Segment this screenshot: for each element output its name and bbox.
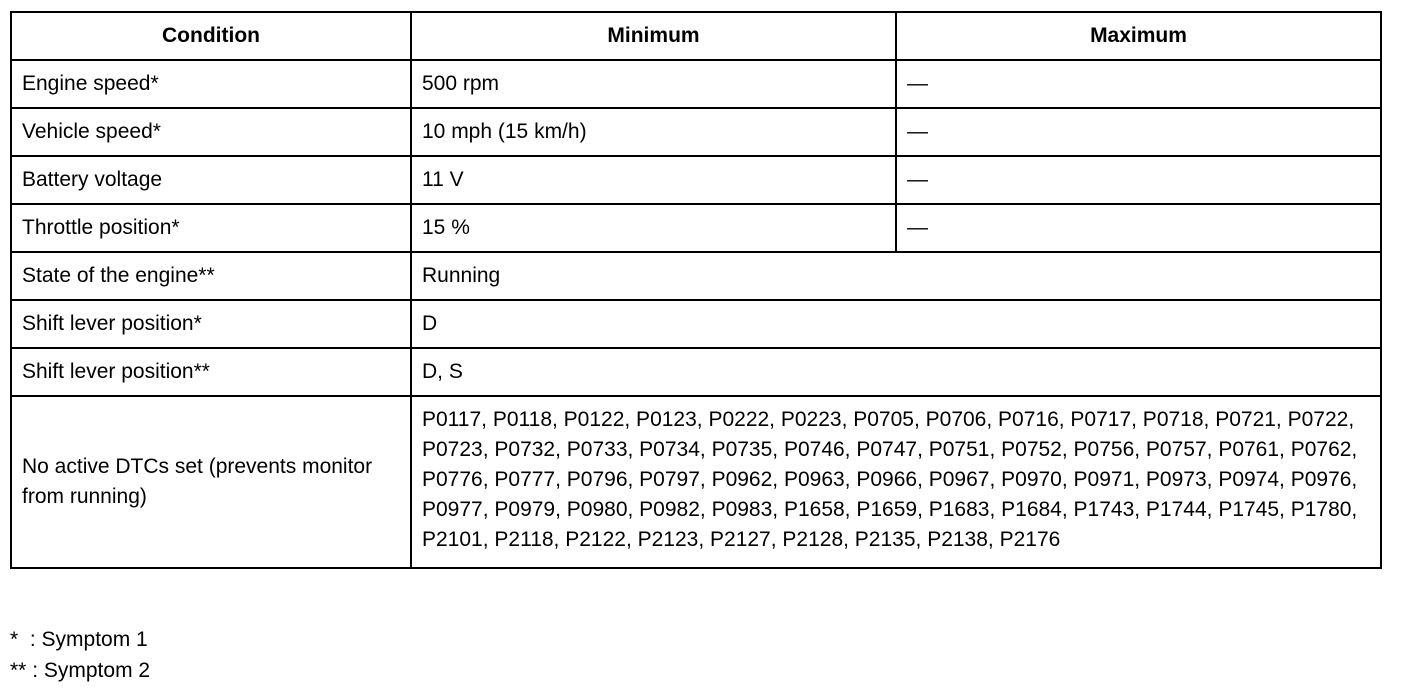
footnote-separator: : (18, 628, 42, 651)
table-row (11, 204, 1381, 252)
minimum-cell: 15 % (411, 204, 896, 252)
footnote-text: Symptom 1 (41, 628, 148, 651)
value-cell: D (411, 300, 1381, 348)
header-maximum: Maximum (896, 12, 1381, 60)
table-row (11, 252, 1381, 300)
condition-cell: Throttle position* (11, 204, 411, 252)
footnote-mark: ** (10, 659, 27, 682)
table-row (11, 156, 1381, 204)
minimum-cell: 500 rpm (411, 60, 896, 108)
condition-cell: Engine speed* (11, 60, 411, 108)
table-row (11, 300, 1381, 348)
maximum-cell: — (896, 108, 1381, 156)
footnote-symptom-1 (10, 624, 150, 655)
footnote-mark: * (10, 628, 19, 651)
footnotes (10, 624, 150, 686)
table-row (11, 108, 1381, 156)
condition-cell: Shift lever position* (11, 300, 411, 348)
footnote-symptom-2 (10, 655, 150, 686)
minimum-cell: 10 mph (15 km/h) (411, 108, 896, 156)
value-cell: D, S (411, 348, 1381, 396)
maximum-cell: — (896, 204, 1381, 252)
condition-cell: No active DTCs set (prevents monitor from running) (11, 396, 411, 568)
minimum-cell: 11 V (411, 156, 896, 204)
header-condition: Condition (11, 12, 411, 60)
table-row (11, 396, 1381, 568)
maximum-cell: — (896, 60, 1381, 108)
footnote-text: Symptom 2 (43, 659, 151, 682)
condition-cell: Battery voltage (11, 156, 411, 204)
table-header-row (11, 12, 1381, 60)
condition-cell: Shift lever position** (11, 348, 411, 396)
header-minimum: Minimum (411, 12, 896, 60)
condition-cell: Vehicle speed* (11, 108, 411, 156)
footnote-separator: : (26, 659, 44, 682)
dtc-list-cell: P0117, P0118, P0122, P0123, P0222, P0223, P0705, P0706, P0716, P0717, P0718, P0721, P0722, P0723, P0732, P0733, P0734, P0735, P0746, P0747, P0751, P0752, P0756, P0757, P0761, P0762, P0776, P0777, P0796, P0797, P0962, P0963, P0966, P0967, P0970, P0971, P0973, P0974, P0976, P0977, P0979, P0980, P0982, P0983, P1658, P1659, P1683, P1684, P1743, P1744, P1745, P1780, P2101, P2118, P2122, P2123, P2127, P2128, P2135, P2138, P2176 (411, 396, 1381, 568)
condition-cell: State of the engine** (11, 252, 411, 300)
table-row (11, 60, 1381, 108)
value-cell: Running (411, 252, 1381, 300)
table-row (11, 348, 1381, 396)
maximum-cell: — (896, 156, 1381, 204)
conditions-table (10, 11, 1382, 569)
